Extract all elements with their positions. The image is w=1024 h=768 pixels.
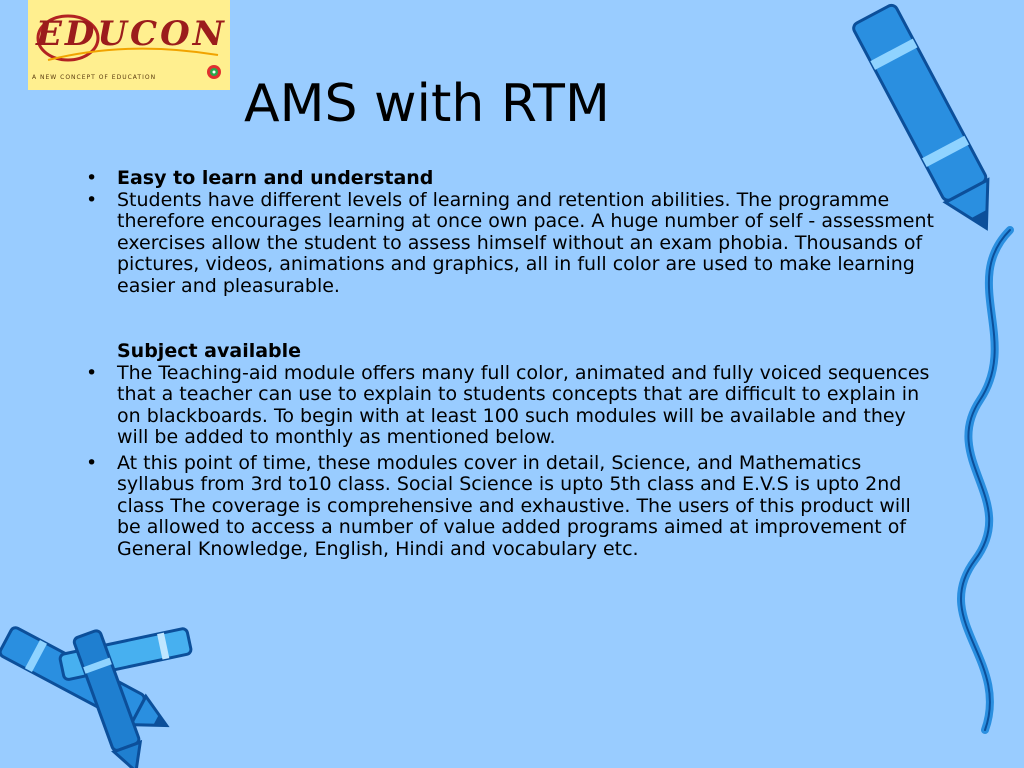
bullet-icon	[86, 341, 117, 363]
bullet-item	[86, 190, 936, 298]
section-heading	[86, 341, 936, 363]
bullet-text: Subject available	[117, 340, 302, 362]
bullet-item	[86, 453, 936, 561]
crayon-icon	[850, 0, 1010, 250]
bullet-text: Easy to learn and understand	[117, 167, 434, 189]
squiggle-line-icon	[950, 220, 1024, 740]
bullet-icon: •	[86, 167, 98, 189]
logo-wordmark: EDUCON	[36, 14, 227, 54]
spacer	[86, 297, 936, 341]
slide-title: AMS with RTM	[244, 74, 610, 134]
bullet-text: Students have different levels of learning and retention abilities. The programme therefore encourages learning at once own pace. A huge number of self - assessment exercises allow the student to assess himself without an exam phobia. Thousands of pictures, videos, animations and graphics, all in full color are used to make learning easier and pleasurable.	[117, 188, 934, 297]
slide-body	[86, 168, 936, 560]
bullet-icon: •	[86, 188, 98, 211]
bullet-text: At this point of time, these modules cover in detail, Science, and Mathematics syllabus from 3rd to10 class. Social Science is upto 5th class and E.V.S is upto 2nd class The coverage is comprehensive and exhaustive. The users of this product will be allowed to access a number of value added programs aimed at improvement of General Knowledge, English, Hindi and vocabulary etc.	[117, 451, 911, 560]
bullet-icon: •	[86, 361, 98, 384]
bullet-icon: •	[86, 451, 98, 474]
bullet-item	[86, 363, 936, 449]
logo-tagline: A NEW CONCEPT OF EDUCATION	[32, 74, 157, 81]
bullet-item	[86, 168, 936, 190]
educon-logo	[28, 0, 230, 90]
bullet-text: The Teaching-aid module offers many full color, animated and fully voiced sequences that a teacher can use to explain to students concepts that are difficult to explain in on blackboards. To begin with at least 100 such modules will be available and they will be added to monthly as mentioned below.	[117, 361, 930, 448]
crayons-icon	[0, 620, 210, 768]
